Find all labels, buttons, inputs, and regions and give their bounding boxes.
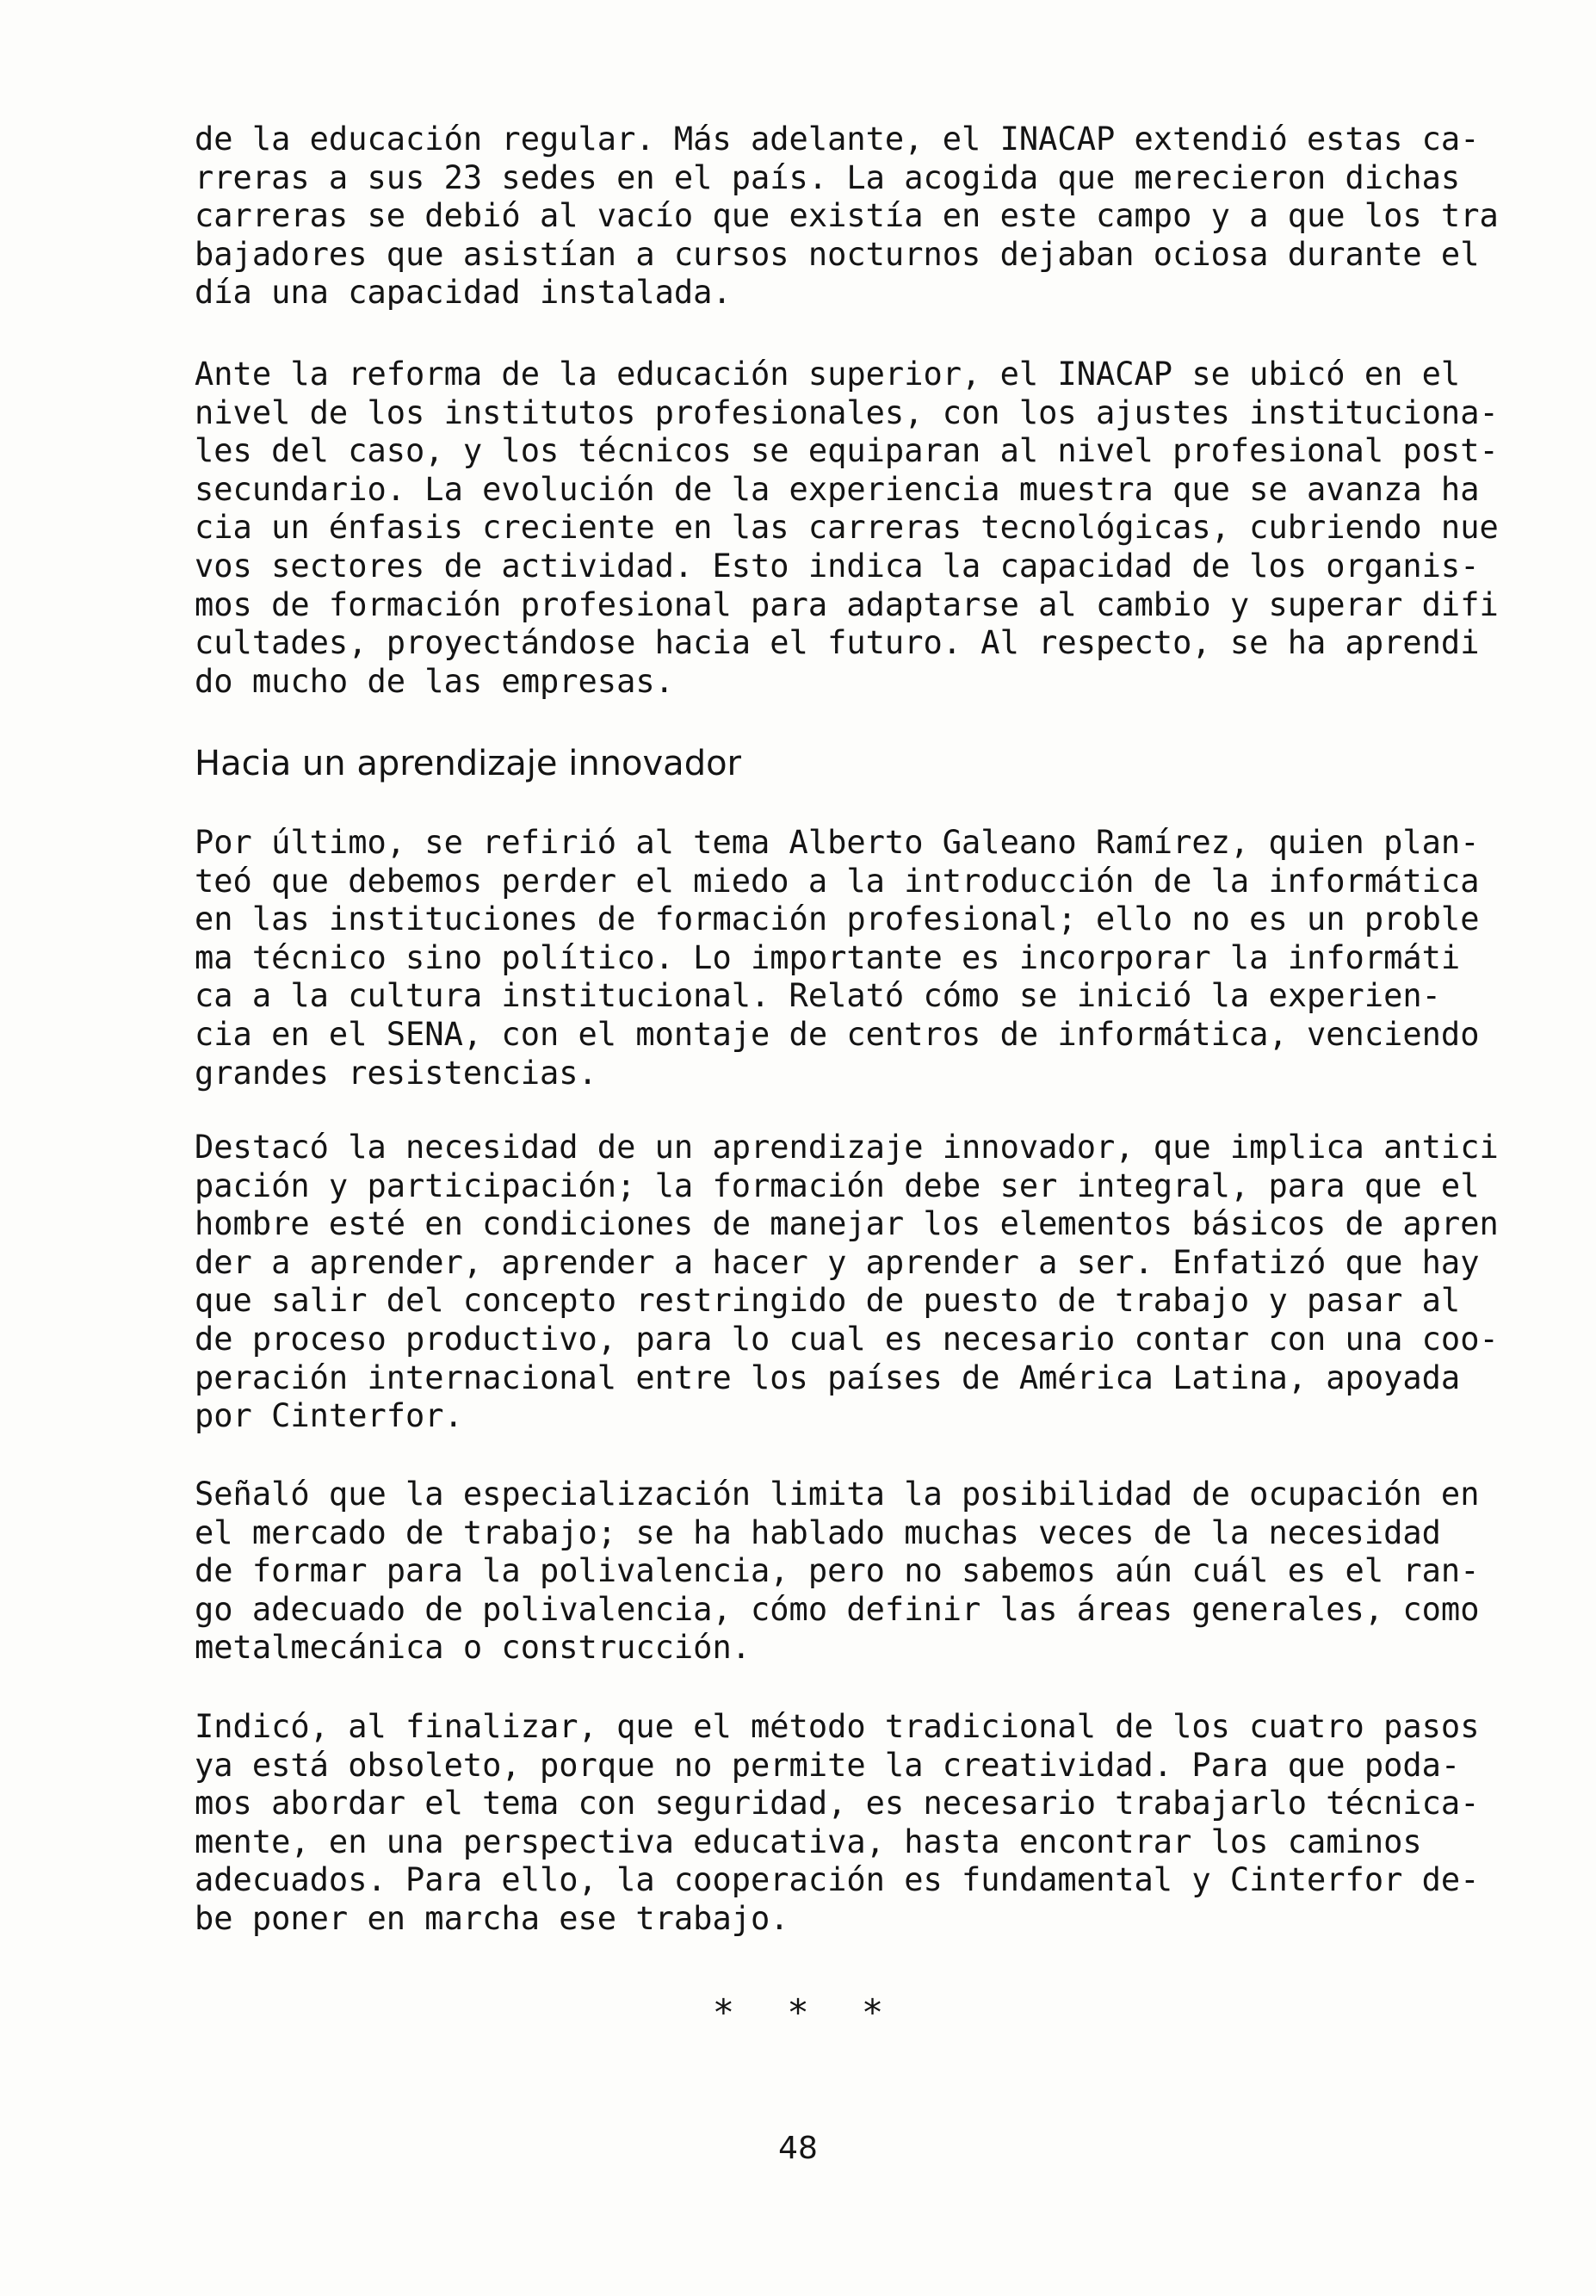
text-line: rreras a sus 23 sedes en el país. La acogida que merecieron dichas: [195, 158, 1461, 196]
text-line: por Cinterfor.: [195, 1397, 463, 1435]
text-line: día una capacidad instalada.: [195, 274, 732, 312]
text-line: en las instituciones de formación profesional; ello no es un proble: [195, 900, 1480, 938]
text-line: adecuados. Para ello, la cooperación es fundamental y Cinterfor de-: [195, 1861, 1480, 1899]
text-line: ma técnico sino político. Lo importante es incorporar la informáti: [195, 938, 1461, 976]
text-line: do mucho de las empresas.: [195, 662, 674, 700]
paragraph-higher-education-reform: [195, 356, 1520, 701]
text-line: Indicó, al finalizar, que el método tradicional de los cuatro pasos: [195, 1708, 1480, 1745]
text-line: Por último, se refirió al tema Alberto Galeano Ramírez, quien plan-: [195, 824, 1480, 861]
text-line: el mercado de trabajo; se ha hablado muchas veces de la necesidad: [195, 1513, 1441, 1551]
text-line: mos de formación profesional para adaptarse al cambio y superar difi: [195, 585, 1499, 623]
text-line: Señaló que la especialización limita la posibilidad de ocupación en: [195, 1476, 1480, 1513]
text-line: nivel de los institutos profesionales, con los ajustes instituciona-: [195, 393, 1499, 431]
text-line: be poner en marcha ese trabajo.: [195, 1899, 789, 1937]
text-line: bajadores que asistían a cursos nocturnos dejaban ociosa durante el: [195, 235, 1480, 273]
text-line: ya está obsoleto, porque no permite la creatividad. Para que poda-: [195, 1746, 1461, 1784]
text-line: Ante la reforma de la educación superior, el INACAP se ubicó en el: [195, 356, 1461, 393]
text-line: cia un énfasis creciente en las carreras tecnológicas, cubriendo nue: [195, 509, 1499, 547]
paragraph-conclusion: [195, 1708, 1520, 1939]
text-line: metalmecánica o construcción.: [195, 1629, 752, 1667]
paragraph-informatics: [195, 824, 1520, 1092]
paragraph-specialization: [195, 1476, 1520, 1668]
paragraph-inacap-careers: [195, 121, 1520, 313]
text-line: Destacó la necesidad de un aprendizaje innovador, que implica antici: [195, 1129, 1499, 1166]
text-line: go adecuado de polivalencia, cómo definir las áreas generales, como: [195, 1590, 1480, 1628]
text-line: de la educación regular. Más adelante, el INACAP extendió estas ca-: [195, 121, 1480, 158]
section-separator: * * *: [712, 1991, 884, 2033]
text-line: mos abordar el tema con seguridad, es necesario trabajarlo técnica-: [195, 1785, 1480, 1823]
text-line: que salir del concepto restringido de puesto de trabajo y pasar al: [195, 1282, 1461, 1320]
text-line: de proceso productivo, para lo cual es necesario contar con una coo-: [195, 1320, 1499, 1358]
text-line: secundario. La evolución de la experiencia muestra que se avanza ha: [195, 470, 1480, 508]
text-line: les del caso, y los técnicos se equiparan al nivel profesional post-: [195, 432, 1499, 470]
text-line: hombre esté en condiciones de manejar los elementos básicos de apren: [195, 1205, 1499, 1243]
text-line: mente, en una perspectiva educativa, hasta encontrar los caminos: [195, 1823, 1422, 1860]
text-line: der a aprender, aprender a hacer y aprender a ser. Enfatizó que hay: [195, 1243, 1480, 1281]
text-line: ca a la cultura institucional. Relató cómo se inició la experien-: [195, 977, 1441, 1015]
text-line: pación y participación; la formación debe ser integral, para que el: [195, 1167, 1480, 1204]
text-line: teó que debemos perder el miedo a la introducción de la informática: [195, 862, 1480, 900]
page-number: 48: [778, 2131, 818, 2166]
text-line: carreras se debió al vacío que existía en este campo y a que los tra: [195, 197, 1499, 235]
text-line: vos sectores de actividad. Esto indica la capacidad de los organis-: [195, 547, 1480, 585]
section-heading: Hacia un aprendizaje innovador: [195, 744, 741, 783]
text-line: grandes resistencias.: [195, 1054, 597, 1092]
text-line: peración internacional entre los países de América Latina, apoyada: [195, 1358, 1461, 1396]
text-line: cultades, proyectándose hacia el futuro. Al respecto, se ha aprendi: [195, 624, 1480, 662]
paragraph-innovative-learning: [195, 1129, 1520, 1436]
text-line: de formar para la polivalencia, pero no sabemos aún cuál es el ran-: [195, 1552, 1480, 1590]
text-line: cia en el SENA, con el montaje de centros de informática, venciendo: [195, 1015, 1480, 1053]
